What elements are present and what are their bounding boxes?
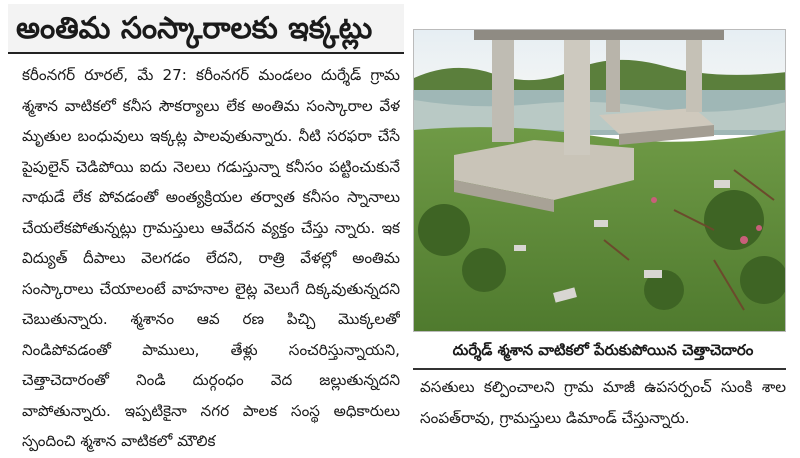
article-body	[22, 60, 400, 452]
article-body-text: కరీంనగర్ రూరల్, మే 27: కరీంనగర్ మండలం దుర్శేడ్ గ్రామ శ్మశాన వాటికలో కనీస సౌకర్యాలు లేక అంతిమ సంస్కారాల వేళ మృతుల బంధువులు ఇక్కట్ల పాలవుతున్నారు. నీటి సరఫరా చేసే పైపులైన్ చెడిపోయి ఐదు నెలలు గడుస్తున్నా కనీసం పట్టించుకునే నాథుడే లేక పోవడంతో అంత్యక్రియల తర్వాత కనీసం స్నానాలు చేయలేకపోతున్నట్లు గ్రామస్తులు ఆవేదన వ్యక్తం చేస్తు న్నారు. ఇక విద్యుత్ దీపాలు వెలగడం లేదని, రాత్రి వేళల్లో అంతిమ సంస్కారాలు చేయాలంటే వాహనాల లైట్ల వెలుగే దిక్కవుతున్నదని చెబుతున్నారు. శ్మశానం ఆవ రణ పిచ్చి మొక్కలతో నిండిపోవడంతో పాములు, తేళ్లు సంచరిస్తున్నాయని, చెత్తాచెదారంతో నిండి దుర్గంధం వెద జల్లుతున్నదని వాపోతున్నారు. ఇప్పటికైనా నగర పాలక సంస్థ అధికారులు స్పందించి శ్మశాన వాటికలో మౌలిక	[22, 66, 400, 450]
article-continuation-text: వసతులు కల్పించాలని గ్రామ మాజీ ఉపసర్పంచ్ సుంకి శాల సంపత్‌రావు, గ్రామస్తులు డిమాండ్ చేస్తున్నారు.	[420, 378, 786, 427]
article-continuation	[420, 372, 786, 452]
article-photo	[413, 29, 786, 332]
cremation-ground-photo	[414, 30, 786, 332]
headline: అంతిమ సంస్కారాలకు ఇక్కట్లు	[8, 4, 404, 54]
caption-divider	[413, 368, 786, 370]
photo-caption: దుర్శేడ్ శ్మశాన వాటికలో పేరుకుపోయిన చెత్తాచెదారం	[452, 341, 754, 359]
